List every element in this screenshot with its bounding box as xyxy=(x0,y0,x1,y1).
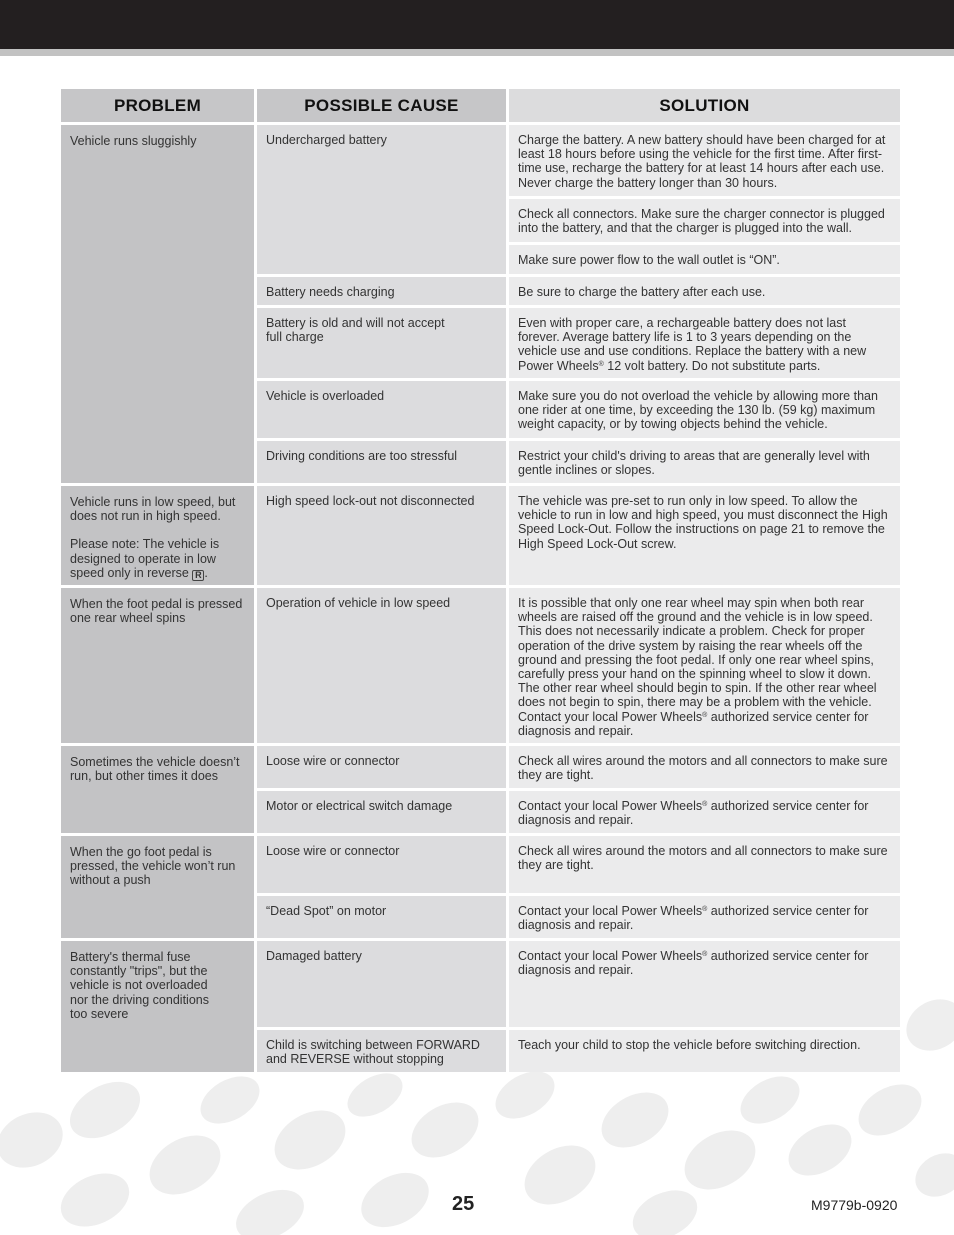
solution-text: Contact your local Power Wheels xyxy=(518,949,703,963)
cause-rows xyxy=(254,941,900,1072)
header-problem: PROBLEM xyxy=(61,89,254,122)
solution-cell: Be sure to charge the battery after each use. xyxy=(509,277,900,305)
problem-group-low-speed xyxy=(61,486,900,585)
cause-row xyxy=(254,441,900,483)
cause-text-line: Battery is old and will not accept xyxy=(266,316,445,330)
header-possible-cause: POSSIBLE CAUSE xyxy=(257,89,506,122)
solution-cell: Restrict your child's driving to areas that are generally level with gentle inclines or slopes. xyxy=(509,441,900,483)
problem-text-line: too severe xyxy=(70,1006,129,1021)
cause-cell: Loose wire or connector xyxy=(257,836,506,893)
solution-cell: Teach your child to stop the vehicle before switching direction. xyxy=(509,1030,900,1072)
cause-row xyxy=(254,791,900,833)
solution-cell: Check all connectors. Make sure the charger connector is plugged into the battery, and that the charger is plugged into the wall. xyxy=(509,199,900,242)
cause-cell xyxy=(257,308,506,378)
solution-cell: Check all wires around the motors and all connectors to make sure they are tight. xyxy=(509,746,900,788)
problem-group-wheel-spins xyxy=(61,588,900,743)
solution-text: authorized service center for diagnosis and repair. xyxy=(518,799,869,828)
problem-text: Vehicle runs in low speed, but does not run in high speed. xyxy=(70,495,236,524)
cause-text-line: full charge xyxy=(266,330,324,345)
document-code: M9779b-0920 xyxy=(811,1197,898,1213)
cause-cell: Undercharged battery xyxy=(257,125,506,274)
solution-cell xyxy=(509,896,900,938)
cause-cell: “Dead Spot” on motor xyxy=(257,896,506,938)
solution-text: It is possible that only one rear wheel may spin when both rear wheels are raised off the ground and the vehicle is in low speed. This does not necessarily indicate a problem. Check for proper operation of the drive system by raising the rear wheels off the ground and pressing the foot pedal. If only one rear wheel spins, carefully press your hand on the spinning wheel to slow it down. The other rear wheel should begin to spin. If the other rear wheel does not begin to spin, there may be a problem with the vehicle. Contact your local Power Wheels xyxy=(518,596,877,724)
solution-text: authorized service center for diagnosis and repair. xyxy=(518,904,869,933)
registered-mark: ® xyxy=(598,360,604,368)
cause-cell: High speed lock-out not disconnected xyxy=(257,486,506,585)
solution-cell xyxy=(509,941,900,1027)
solution-cell: Make sure power flow to the wall outlet is “ON”. xyxy=(509,245,900,274)
problem-cell: When the foot pedal is pressed one rear wheel spins xyxy=(61,588,254,743)
problem-cell xyxy=(61,941,254,1072)
solution-cell: Check all wires around the motors and all connectors to make sure they are tight. xyxy=(509,836,900,893)
cause-cell: Vehicle is overloaded xyxy=(257,381,506,438)
solution-text: Even with proper care, a rechargeable battery does not last forever. Average battery life is 1 to 3 years depending on the vehicle use and use conditions. Replace the battery with a new Power Wheels xyxy=(518,316,867,373)
problem-note-text: Please note: The vehicle is designed to operate in low speed only in reverse xyxy=(70,537,220,580)
solution-cell xyxy=(509,588,900,743)
registered-mark: ® xyxy=(702,906,708,913)
cause-cell: Loose wire or connector xyxy=(257,746,506,788)
cause-row xyxy=(254,277,900,305)
registered-mark: ® xyxy=(702,951,708,958)
header-solution: SOLUTION xyxy=(509,89,900,122)
solution-text: 12 volt battery. Do not substitute parts. xyxy=(603,358,821,373)
solution-stack xyxy=(509,125,900,274)
problem-cell xyxy=(61,486,254,585)
cause-row xyxy=(254,896,900,938)
cause-cell: Operation of vehicle in low speed xyxy=(257,588,506,743)
problem-note xyxy=(70,537,246,580)
solution-cell xyxy=(509,791,900,833)
problem-group-sluggish xyxy=(61,125,900,483)
cause-cell: Battery needs charging xyxy=(257,277,506,305)
cause-text-line: Child is switching between FORWARD xyxy=(266,1038,480,1052)
solution-text: authorized service center for diagnosis and repair. xyxy=(518,949,869,978)
cause-row xyxy=(254,1030,900,1072)
problem-text-line: Battery's thermal fuse constantly "trips", but the vehicle is not overloaded xyxy=(70,950,208,993)
solution-cell: Make sure you do not overload the vehicle by allowing more than one rider at one time, by exceeding the 130 lb. (59 kg) maximum weight capacity, or by towing objects behind the vehicle. xyxy=(509,381,900,438)
cause-row xyxy=(254,941,900,1027)
cause-rows xyxy=(254,125,900,483)
cause-cell: Motor or electrical switch damage xyxy=(257,791,506,833)
solution-cell xyxy=(509,308,900,378)
problem-cell xyxy=(61,125,254,483)
solution-text: Contact your local Power Wheels xyxy=(518,904,703,918)
problem-cell: Sometimes the vehicle doesn’t run, but other times it does xyxy=(61,746,254,833)
cause-row xyxy=(254,746,900,788)
troubleshooting-table xyxy=(61,89,900,1075)
solution-cell: Charge the battery. A new battery should have been charged for at least 18 hours before using the vehicle for the first time. After first-time use, recharge the battery for at least 14 hours after each use. Never charge the battery longer than 30 hours. xyxy=(509,125,900,196)
cause-row xyxy=(254,381,900,438)
reverse-gear-icon: R xyxy=(192,570,204,581)
cause-cell: Damaged battery xyxy=(257,941,506,1027)
cause-rows xyxy=(254,746,900,833)
problem-group-thermal-fuse xyxy=(61,941,900,1072)
cause-row xyxy=(254,308,900,378)
cause-row xyxy=(254,125,900,274)
table-header xyxy=(61,89,900,122)
cause-text-line: and REVERSE without stopping xyxy=(266,1052,444,1067)
registered-mark: ® xyxy=(702,801,708,808)
page-number: 25 xyxy=(452,1193,475,1215)
cause-cell xyxy=(257,1030,506,1072)
problem-text: Vehicle runs sluggishly xyxy=(70,134,197,148)
problem-note-end: . xyxy=(204,565,208,580)
solution-text: authorized service center for diagnosis and repair. xyxy=(518,709,869,738)
cause-rows xyxy=(254,836,900,938)
problem-group-needs-push xyxy=(61,836,900,938)
registered-mark: ® xyxy=(702,711,708,719)
solution-cell: The vehicle was pre-set to run only in low speed. To allow the vehicle to run in low and high speed, you must disconnect the High Speed Lock-Out. Follow the instructions on page 21 to remove the High Speed Lock-Out screw. xyxy=(509,486,900,585)
problem-cell: When the go foot pedal is pressed, the vehicle won’t run without a push xyxy=(61,836,254,938)
solution-text: Contact your local Power Wheels xyxy=(518,799,703,813)
cause-row xyxy=(254,836,900,893)
cause-cell: Driving conditions are too stressful xyxy=(257,441,506,483)
problem-group-intermittent xyxy=(61,746,900,833)
problem-text-line: nor the driving conditions xyxy=(70,992,209,1007)
